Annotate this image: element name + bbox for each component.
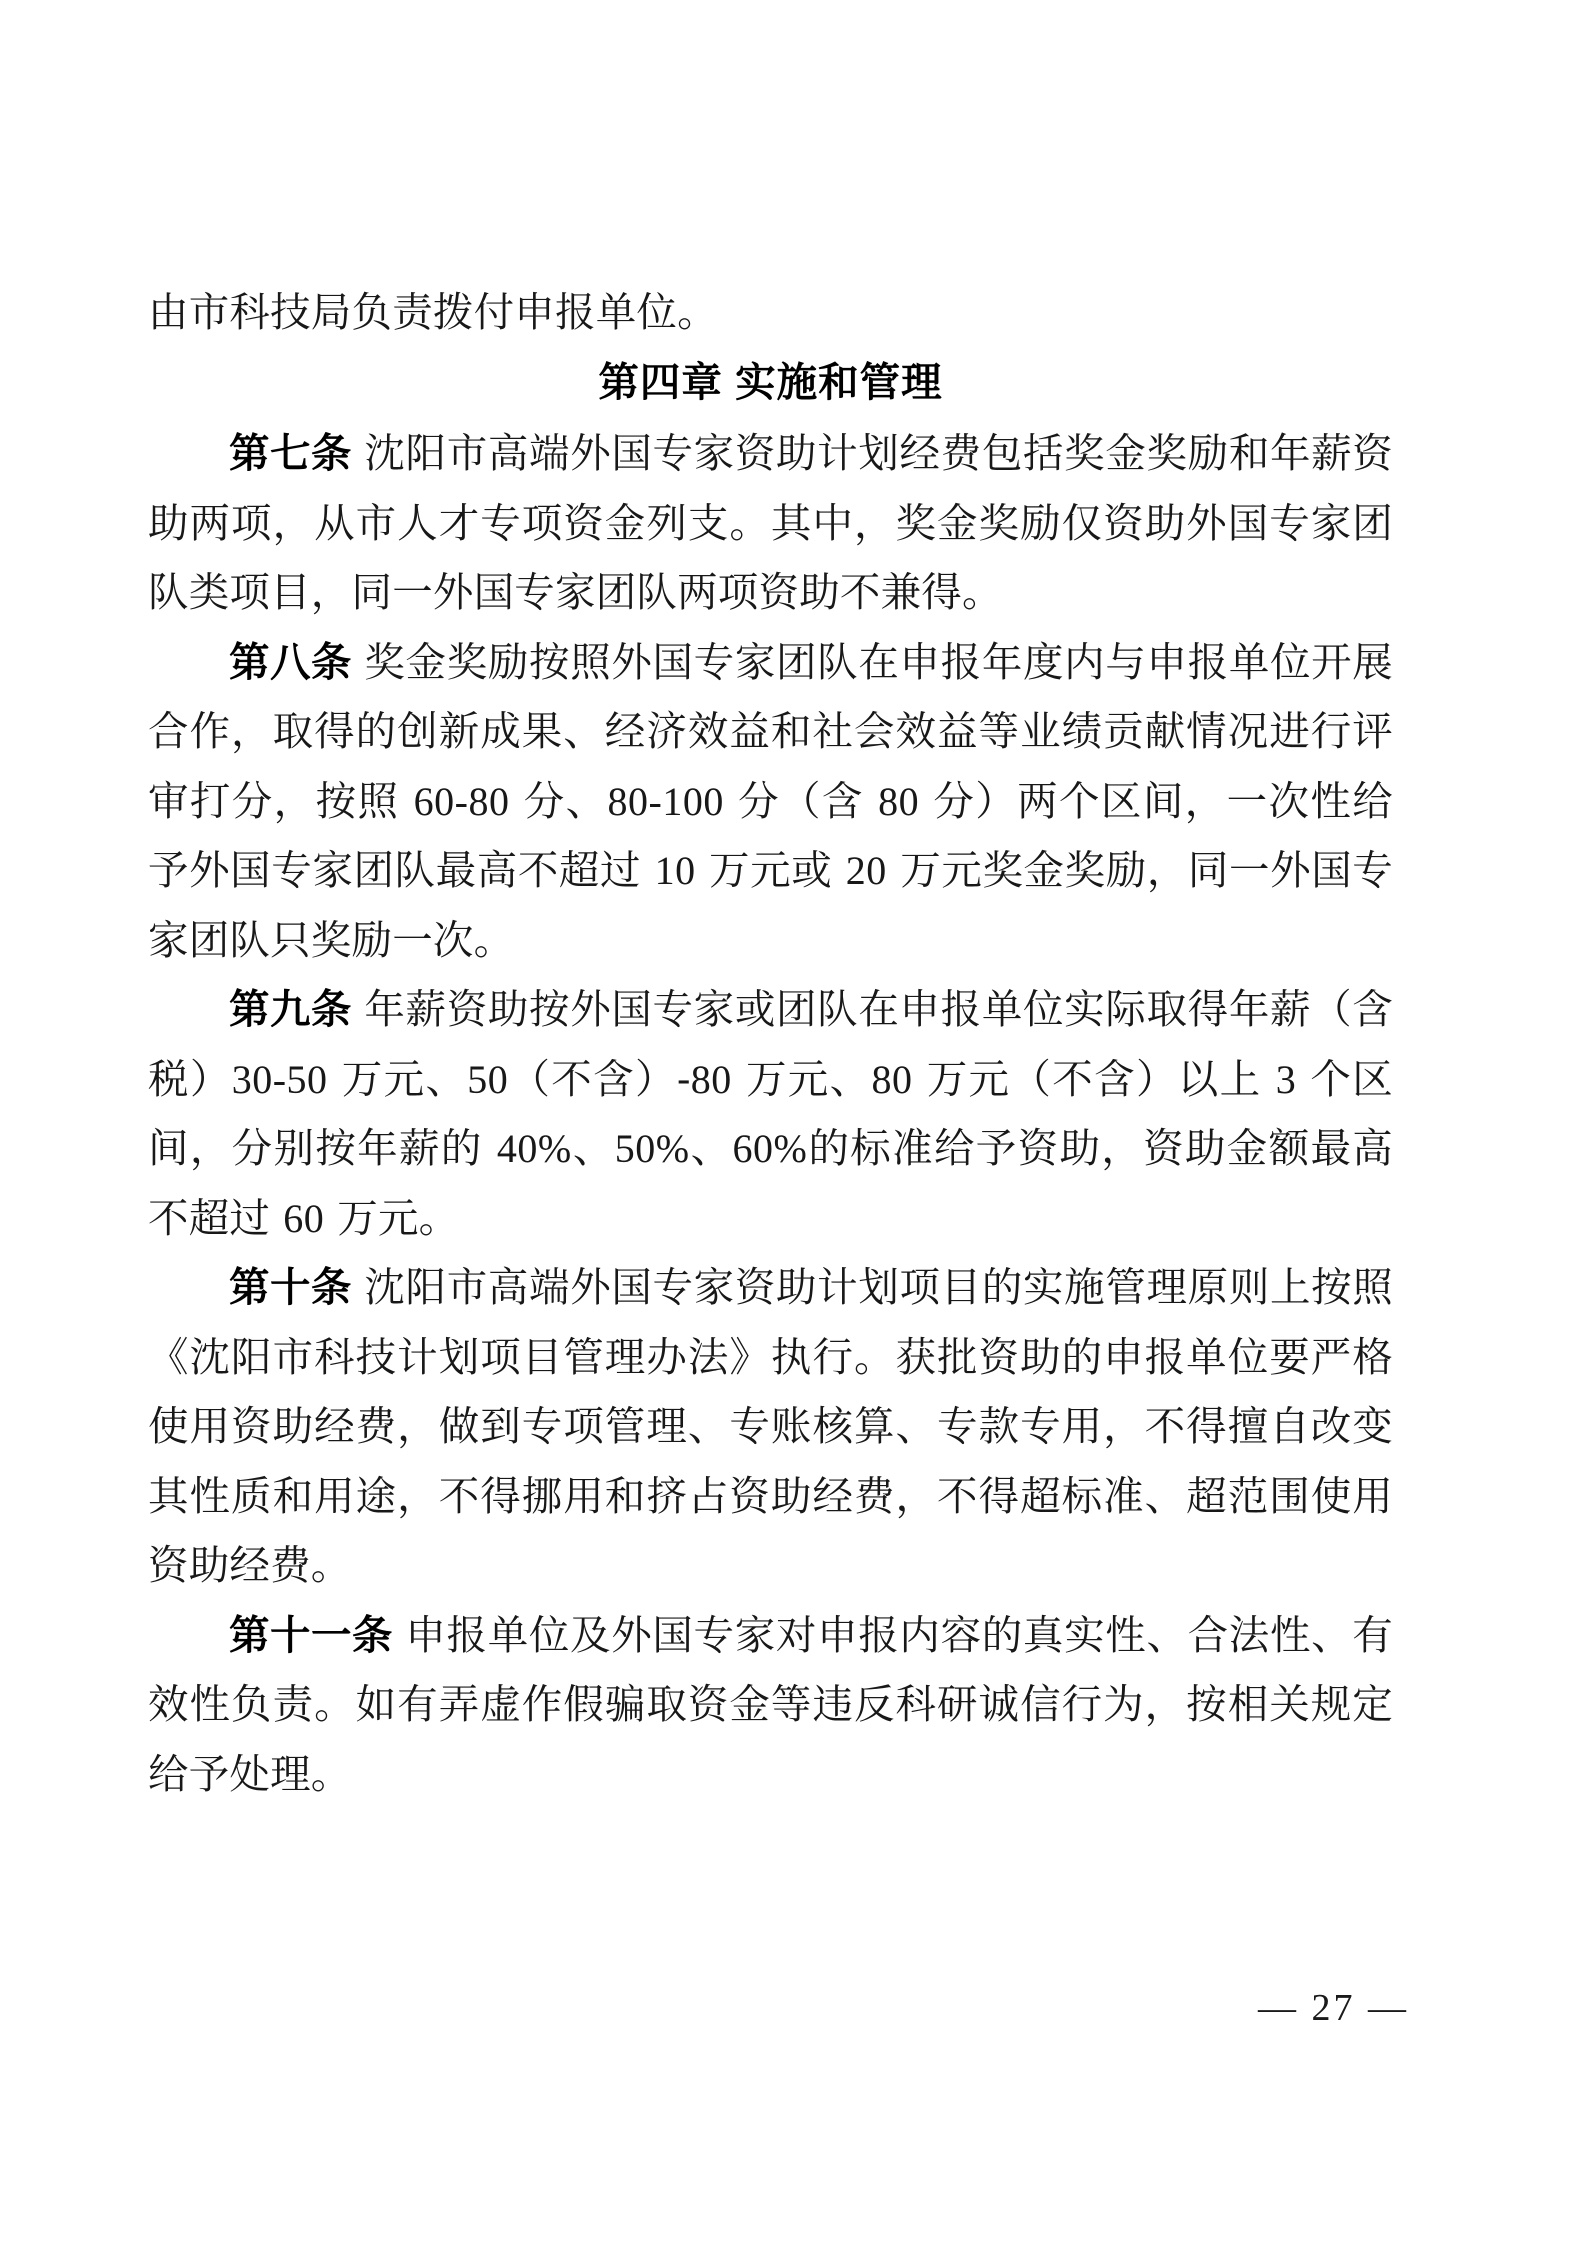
article-paragraph-9: [148, 975, 1393, 1253]
page-content: [148, 278, 1393, 1809]
continuation-paragraph: 由市科技局负责拨付申报单位。: [148, 288, 718, 336]
article-text-11: 申报单位及外国专家对申报内容的真实性、合法性、有效性负责。如有弄虚作假骗取资金等违反科研诚信行为，按相关规定给予处理。: [148, 1610, 1393, 1798]
article-label-11: 第十一条: [229, 1611, 393, 1658]
article-label-8: 第八条: [229, 638, 352, 685]
article-label-9: 第九条: [229, 986, 352, 1032]
article-label-10: 第十条: [229, 1264, 352, 1310]
chapter-heading: 第四章 实施和管理: [598, 358, 943, 405]
article-paragraph-10: [148, 1253, 1393, 1601]
page-number: — 27 —: [1258, 1987, 1409, 2029]
article-paragraph-11: [148, 1601, 1393, 1810]
article-text-7: 沈阳市高端外国专家资助计划经费包括奖金奖励和年薪资助两项，从市人才专项资金列支。其中，奖金奖励仅资助外国专家团队类项目，同一外国专家团队两项资助不兼得。: [148, 429, 1394, 616]
page-footer: [0, 1945, 1587, 2245]
article-paragraph-8: [148, 628, 1393, 976]
article-label-7: 第七条: [229, 430, 352, 476]
article-text-8: 奖金奖励按照外国专家团队在申报年度内与申报单位开展合作，取得的创新成果、经济效益和社会效益等业绩贡献情况进行评审打分，按照 60-80 分、80-100 分（含 80 分）两个区间，一次性给予外国专家团队最高不超过 10 万元或 20 万元奖金奖励，同一外国专家团队只奖励一次。: [148, 637, 1394, 964]
article-text-10: 沈阳市高端外国专家资助计划项目的实施管理原则上按照《沈阳市科技计划项目管理办法》执行。获批资助的申报单位要严格使用资助经费，做到专项管理、专账核算、专款专用，不得擅自改变其性质和用途，不得挪用和挤占资助经费，不得超标准、超范围使用资助经费。: [148, 1263, 1394, 1589]
article-text-9: 年薪资助按外国专家或团队在申报单位实际取得年薪（含税）30-50 万元、50（不含）-80 万元、80 万元（不含）以上 3 个区间，分别按年薪的 40%、50%、60%的标准给予资助，资助金额最高不超过 60 万元。: [148, 985, 1394, 1242]
article-paragraph-7: [148, 419, 1393, 628]
